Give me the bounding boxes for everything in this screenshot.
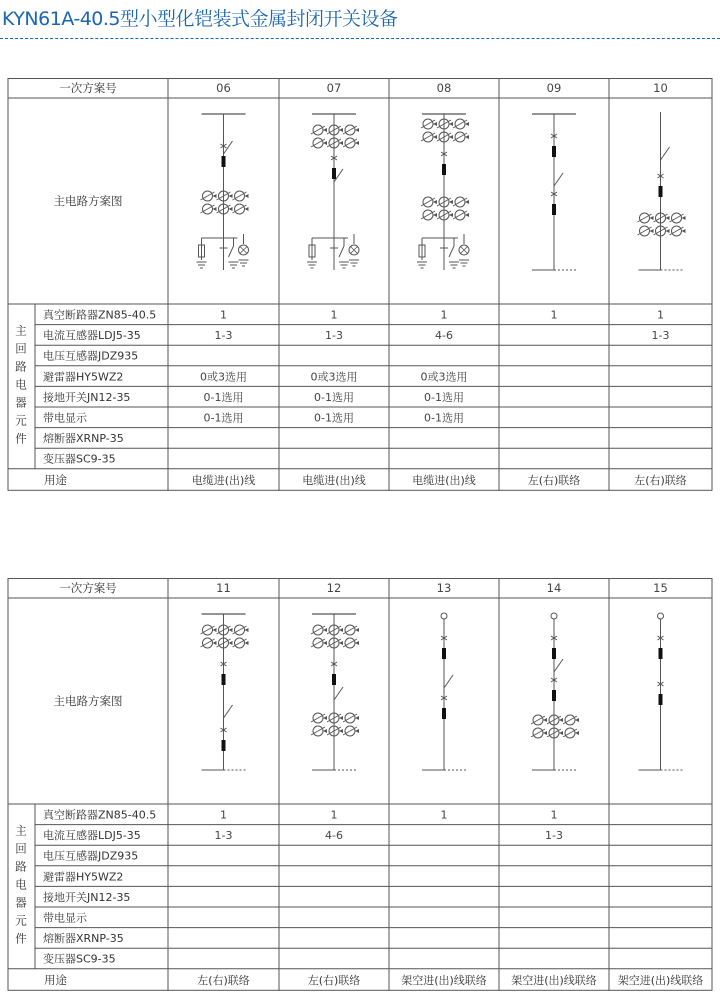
table-cell: 1-3 bbox=[214, 829, 233, 843]
current-transformer-symbol bbox=[531, 728, 547, 738]
component-label: 变压器SC9-35 bbox=[43, 452, 116, 466]
current-transformer-symbol bbox=[233, 191, 249, 201]
usage-label: 用途 bbox=[44, 972, 67, 987]
circuit-diagram-14 bbox=[531, 613, 579, 770]
table-cell: 1 bbox=[657, 308, 664, 322]
current-transformer-symbol bbox=[201, 625, 217, 635]
current-transformer-symbol bbox=[217, 638, 233, 648]
current-transformer-symbol bbox=[217, 204, 233, 214]
scheme-no-14: 14 bbox=[546, 581, 562, 595]
current-transformer-symbol bbox=[343, 625, 359, 635]
group-label-char: 主 bbox=[15, 823, 27, 838]
current-transformer-symbol bbox=[327, 638, 343, 648]
current-transformer-symbol bbox=[437, 197, 453, 207]
table-cell: 0或3选用 bbox=[200, 370, 247, 384]
group-label-char: 电 bbox=[15, 377, 27, 392]
scheme-no-08: 08 bbox=[436, 81, 452, 95]
diagram-label: 主电路方案图 bbox=[53, 694, 123, 708]
table-cell: 0-1选用 bbox=[314, 411, 354, 425]
current-transformer-symbol bbox=[327, 125, 343, 135]
current-transformer-symbol bbox=[547, 715, 563, 725]
table-cell: 1-3 bbox=[651, 329, 670, 343]
diagram-label: 主电路方案图 bbox=[53, 194, 123, 208]
group-label-char: 回 bbox=[15, 341, 27, 356]
component-label: 带电显示 bbox=[43, 911, 87, 925]
current-transformer-symbol bbox=[343, 726, 359, 736]
scheme-no-12: 12 bbox=[326, 581, 342, 595]
group-label-char: 路 bbox=[15, 859, 27, 874]
table-cell: 1 bbox=[440, 308, 448, 322]
current-transformer-symbol bbox=[563, 728, 579, 738]
usage-14: 架空进(出)线联络 bbox=[511, 973, 597, 987]
usage-15: 架空进(出)线联络 bbox=[617, 973, 704, 987]
table-cell: 0或3选用 bbox=[420, 370, 468, 384]
current-transformer-symbol bbox=[233, 204, 249, 214]
scheme-no-13: 13 bbox=[436, 581, 452, 595]
current-transformer-symbol bbox=[563, 715, 579, 725]
current-transformer-symbol bbox=[453, 210, 469, 220]
current-transformer-symbol bbox=[453, 197, 469, 207]
component-label: 变压器SC9-35 bbox=[43, 952, 116, 966]
table-cell: 0-1选用 bbox=[424, 390, 464, 404]
table-cell: 1 bbox=[220, 808, 227, 822]
current-transformer-symbol bbox=[343, 138, 359, 148]
current-transformer-symbol bbox=[638, 213, 654, 223]
current-transformer-symbol bbox=[654, 226, 670, 236]
component-label: 接地开关JN12-35 bbox=[43, 890, 131, 904]
current-transformer-symbol bbox=[233, 625, 249, 635]
table-cell: 1 bbox=[440, 808, 448, 822]
component-label: 避雷器HY5WZ2 bbox=[43, 870, 124, 884]
group-label-char: 回 bbox=[15, 841, 27, 856]
component-label: 避雷器HY5WZ2 bbox=[43, 370, 124, 384]
table-cell: 1-3 bbox=[214, 329, 233, 343]
current-transformer-symbol bbox=[311, 713, 327, 723]
scheme-no-06: 06 bbox=[216, 81, 231, 95]
table-cell: 1 bbox=[330, 808, 338, 822]
circuit-diagram-13 bbox=[422, 613, 466, 770]
table-cell: 0-1选用 bbox=[203, 390, 244, 404]
component-label: 电压互感器JDZ935 bbox=[43, 349, 139, 363]
current-transformer-symbol bbox=[670, 226, 686, 236]
component-label: 电流互感器LDJ5-35 bbox=[43, 829, 141, 843]
current-transformer-symbol bbox=[233, 638, 249, 648]
usage-08: 电缆进(出)线 bbox=[412, 473, 476, 487]
table-cell: 1 bbox=[550, 808, 558, 822]
current-transformer-symbol bbox=[311, 726, 327, 736]
table-cell: 1 bbox=[330, 308, 338, 322]
current-transformer-symbol bbox=[343, 713, 359, 723]
current-transformer-symbol bbox=[311, 125, 327, 135]
circuit-diagram-12 bbox=[311, 614, 359, 770]
current-transformer-symbol bbox=[670, 213, 686, 223]
usage-09: 左(右)联络 bbox=[527, 473, 581, 487]
usage-12: 左(右)联络 bbox=[307, 973, 361, 987]
scheme-no-07: 07 bbox=[326, 81, 342, 95]
usage-11: 左(右)联络 bbox=[197, 973, 250, 987]
current-transformer-symbol bbox=[437, 132, 453, 142]
group-label-char: 主 bbox=[15, 323, 27, 338]
scheme-table-11-15 bbox=[0, 578, 720, 994]
current-transformer-symbol bbox=[217, 191, 233, 201]
table-border bbox=[8, 79, 712, 491]
table-cell: 1-3 bbox=[545, 829, 563, 843]
usage-13: 架空进(出)线联络 bbox=[401, 973, 487, 987]
current-transformer-symbol bbox=[311, 138, 327, 148]
current-transformer-symbol bbox=[437, 210, 453, 220]
scheme-table-06-10 bbox=[0, 78, 720, 492]
component-label: 电流互感器LDJ5-35 bbox=[43, 329, 141, 343]
scheme-no-09: 09 bbox=[546, 81, 562, 95]
component-label: 接地开关JN12-35 bbox=[43, 390, 131, 404]
circuit-diagram-07 bbox=[307, 114, 359, 270]
current-transformer-symbol bbox=[327, 713, 343, 723]
table-cell: 4-6 bbox=[435, 329, 453, 343]
current-transformer-symbol bbox=[453, 132, 469, 142]
current-transformer-symbol bbox=[343, 125, 359, 135]
group-label-char: 件 bbox=[15, 931, 27, 946]
usage-10: 左(右)联络 bbox=[634, 473, 687, 487]
circuit-diagram-15 bbox=[639, 613, 683, 770]
current-transformer-symbol bbox=[327, 138, 343, 148]
component-label: 熔断器XRNP-35 bbox=[43, 432, 124, 446]
current-transformer-symbol bbox=[327, 726, 343, 736]
current-transformer-symbol bbox=[421, 197, 437, 207]
component-label: 带电显示 bbox=[43, 411, 87, 425]
current-transformer-symbol bbox=[437, 119, 453, 129]
table-cell: 0-1选用 bbox=[314, 390, 354, 404]
table-cell: 0或3选用 bbox=[310, 370, 358, 384]
current-transformer-symbol bbox=[547, 728, 563, 738]
current-transformer-symbol bbox=[453, 119, 469, 129]
current-transformer-symbol bbox=[201, 638, 217, 648]
component-label: 熔断器XRNP-35 bbox=[43, 932, 124, 946]
group-label-char: 元 bbox=[15, 413, 27, 428]
circuit-diagram-10 bbox=[638, 112, 686, 270]
table-cell: 0-1选用 bbox=[424, 411, 464, 425]
current-transformer-symbol bbox=[217, 625, 233, 635]
current-transformer-symbol bbox=[421, 132, 437, 142]
scheme-no-15: 15 bbox=[653, 581, 668, 595]
group-label-char: 路 bbox=[15, 359, 27, 374]
table-cell: 1 bbox=[220, 308, 227, 322]
current-transformer-symbol bbox=[327, 625, 343, 635]
group-label-char: 器 bbox=[15, 895, 27, 910]
group-label-char: 件 bbox=[15, 431, 27, 446]
title-divider bbox=[0, 38, 720, 39]
scheme-no-label: 一次方案号 bbox=[59, 81, 117, 95]
page-title: KYN61A-40.5型小型化铠装式金属封闭开关设备 bbox=[2, 8, 398, 30]
component-label: 真空断路器ZN85-40.5 bbox=[43, 808, 157, 822]
usage-label: 用途 bbox=[44, 472, 67, 487]
current-transformer-symbol bbox=[638, 226, 654, 236]
current-transformer-symbol bbox=[343, 638, 359, 648]
table-border bbox=[8, 579, 712, 991]
table-cell: 1 bbox=[550, 308, 558, 322]
current-transformer-symbol bbox=[311, 625, 327, 635]
circuit-diagram-09 bbox=[532, 114, 576, 270]
circuit-diagram-08 bbox=[417, 114, 469, 270]
current-transformer-symbol bbox=[531, 715, 547, 725]
scheme-no-label: 一次方案号 bbox=[59, 581, 117, 595]
current-transformer-symbol bbox=[421, 210, 437, 220]
current-transformer-symbol bbox=[311, 638, 327, 648]
scheme-no-11: 11 bbox=[216, 581, 231, 595]
circuit-diagram-11 bbox=[201, 614, 249, 770]
current-transformer-symbol bbox=[654, 213, 670, 223]
usage-06: 电缆进(出)线 bbox=[191, 473, 256, 487]
group-label-char: 器 bbox=[15, 395, 27, 410]
current-transformer-symbol bbox=[201, 204, 217, 214]
circuit-diagram-06 bbox=[197, 114, 249, 270]
group-label-char: 电 bbox=[15, 877, 27, 892]
table-cell: 4-6 bbox=[325, 829, 343, 843]
group-label-char: 元 bbox=[15, 913, 27, 928]
usage-07: 电缆进(出)线 bbox=[302, 473, 366, 487]
table-cell: 1-3 bbox=[325, 329, 343, 343]
scheme-no-10: 10 bbox=[653, 81, 668, 95]
current-transformer-symbol bbox=[201, 191, 217, 201]
current-transformer-symbol bbox=[421, 119, 437, 129]
component-label: 电压互感器JDZ935 bbox=[43, 849, 139, 863]
table-cell: 0-1选用 bbox=[203, 411, 244, 425]
component-label: 真空断路器ZN85-40.5 bbox=[43, 308, 157, 322]
